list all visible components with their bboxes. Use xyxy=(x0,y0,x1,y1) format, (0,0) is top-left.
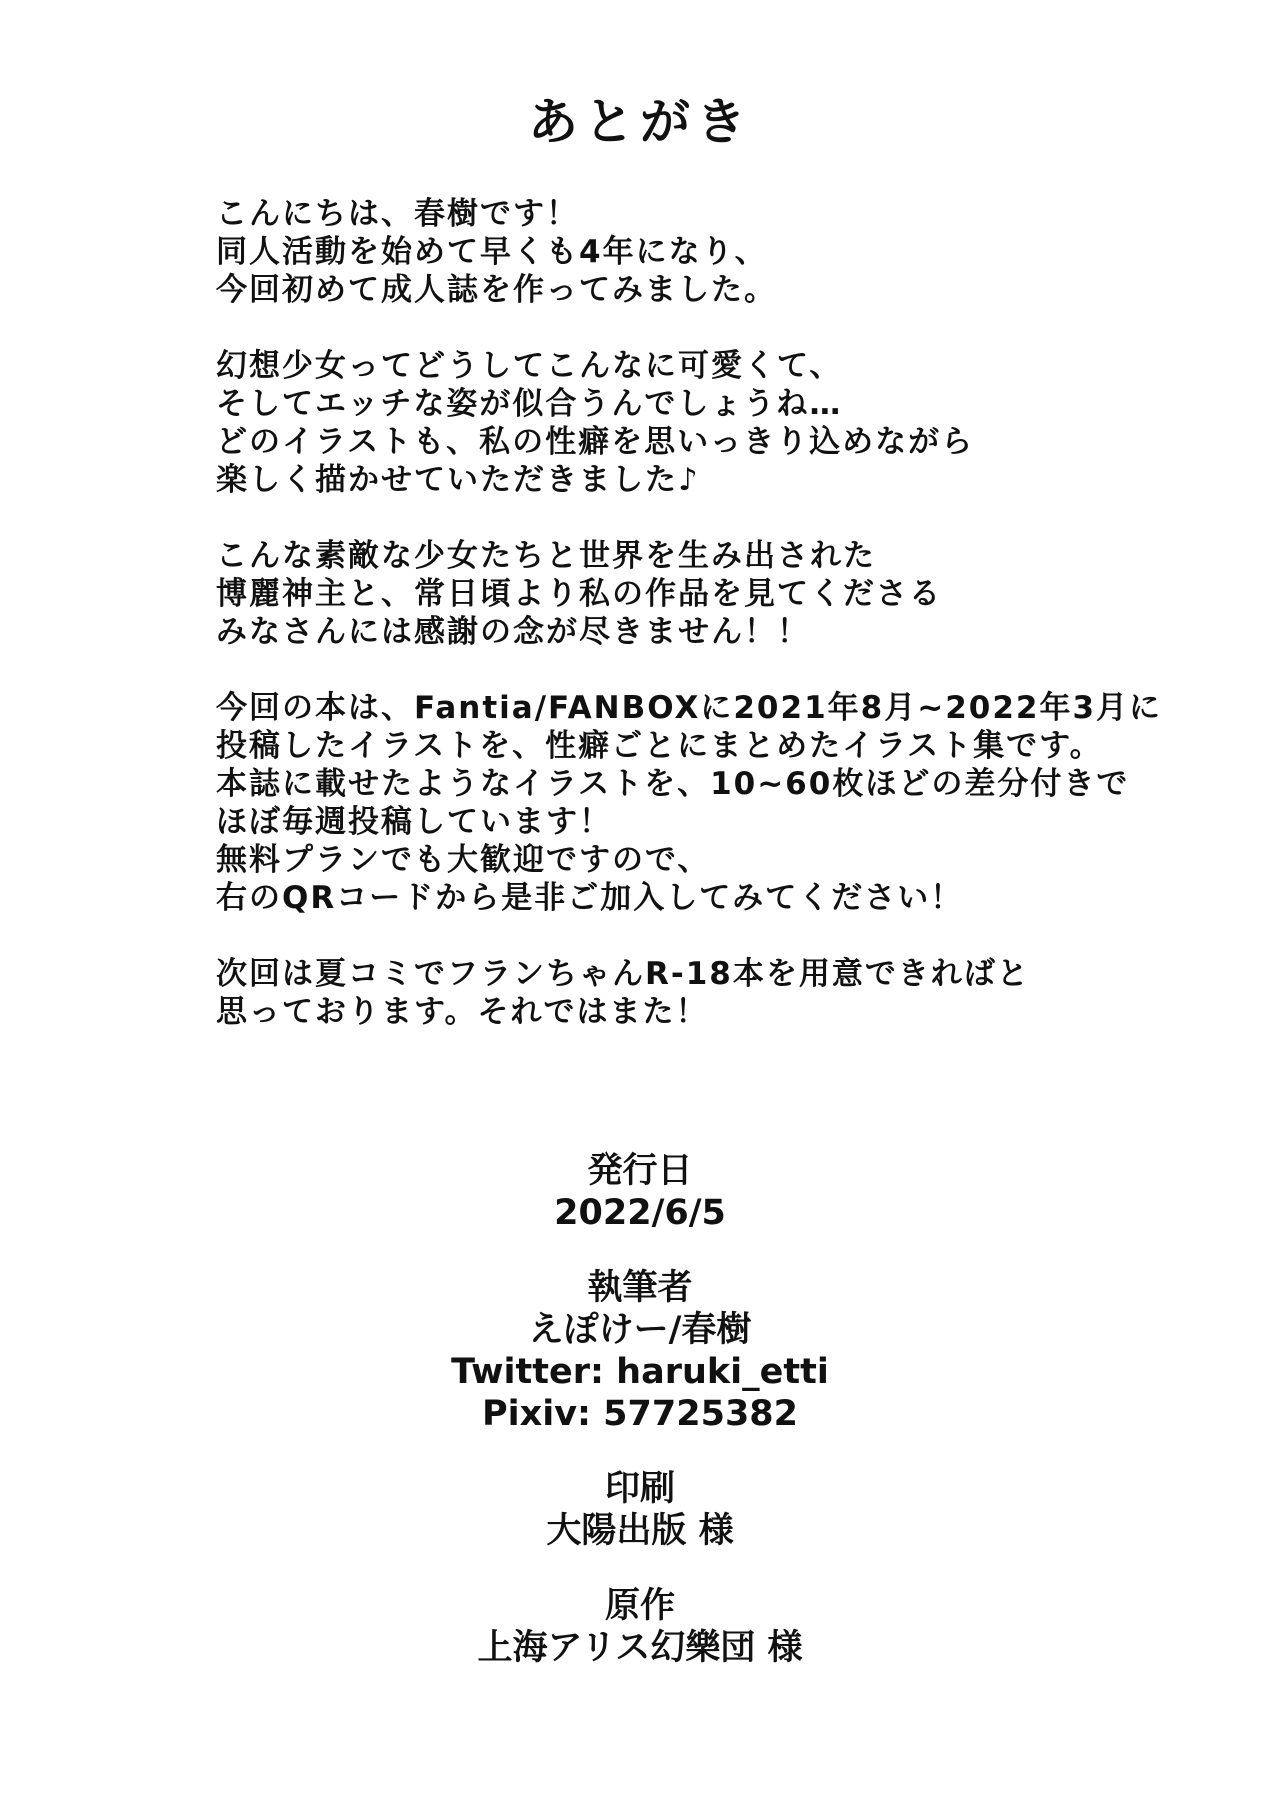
text-line: そしてエッチな姿が似合うんでしょうね… xyxy=(216,386,843,422)
text-line: こんな素敵な少女たちと世界を生み出された xyxy=(216,538,876,574)
text-line: 今回の本は、Fantia/FANBOXに2021年8月~2022年3月に xyxy=(216,690,1163,726)
paragraph-3 xyxy=(216,537,1216,651)
text-line: 無料プランでも大歓迎ですので、 xyxy=(216,842,711,878)
text-line: 次回は夏コミでフランちゃんR-18本を用意できればと xyxy=(216,956,1030,992)
paragraph-1 xyxy=(216,195,1216,309)
page-title: あとがき xyxy=(528,93,752,151)
text-line: 幻想少女ってどうしてこんなに可愛くて、 xyxy=(216,348,843,384)
text-line: 今回初めて成人誌を作ってみました。 xyxy=(216,272,777,308)
printer-name: 大陽出版 様 xyxy=(546,1511,734,1551)
publish-date-value: 2022/6/5 xyxy=(554,1193,726,1233)
text-line: みなさんには感謝の念が尽きません！！ xyxy=(216,614,810,650)
paragraph-2 xyxy=(216,347,1216,499)
author-name: えぽけー/春樹 xyxy=(528,1310,752,1350)
colophon-label: 執筆者 xyxy=(587,1268,693,1308)
original-work-credit: 上海アリス幻樂団 様 xyxy=(477,1628,803,1668)
colophon-original-work xyxy=(0,1585,1280,1669)
paragraph-4 xyxy=(216,689,1216,917)
colophon-publish-date xyxy=(0,1150,1280,1234)
text-line: 思っております。それではまた！ xyxy=(216,994,709,1030)
text-line: 右のQRコードから是非ご加入してみてください！ xyxy=(216,880,964,916)
colophon-label: 発行日 xyxy=(587,1151,693,1191)
colophon xyxy=(0,1150,1280,1702)
text-line: どのイラストも、私の性癖を思いっきり込めながら xyxy=(216,424,975,460)
colophon-label: 原作 xyxy=(604,1586,675,1626)
colophon-author xyxy=(0,1267,1280,1435)
text-line: ほぼ毎週投稿しています！ xyxy=(216,804,612,840)
text-line: 投稿したイラストを、性癖ごとにまとめたイラスト集です。 xyxy=(216,728,1103,764)
text-line: 同人活動を始めて早くも4年になり、 xyxy=(216,234,768,270)
colophon-printer xyxy=(0,1468,1280,1552)
text-line: 博麗神主と、常日頃より私の作品を見てくださる xyxy=(216,576,942,612)
author-twitter: Twitter: haruki_etti xyxy=(451,1352,829,1392)
text-line: 本誌に載せたようなイラストを、10~60枚ほどの差分付きで xyxy=(216,766,1130,802)
text-line: こんにちは、春樹です！ xyxy=(216,196,579,232)
text-line: 楽しく描かせていただきました♪ xyxy=(216,462,700,498)
paragraph-5 xyxy=(216,955,1216,1031)
colophon-label: 印刷 xyxy=(604,1469,675,1509)
afterword-body xyxy=(216,195,1216,1069)
author-pixiv: Pixiv: 57725382 xyxy=(481,1394,799,1434)
